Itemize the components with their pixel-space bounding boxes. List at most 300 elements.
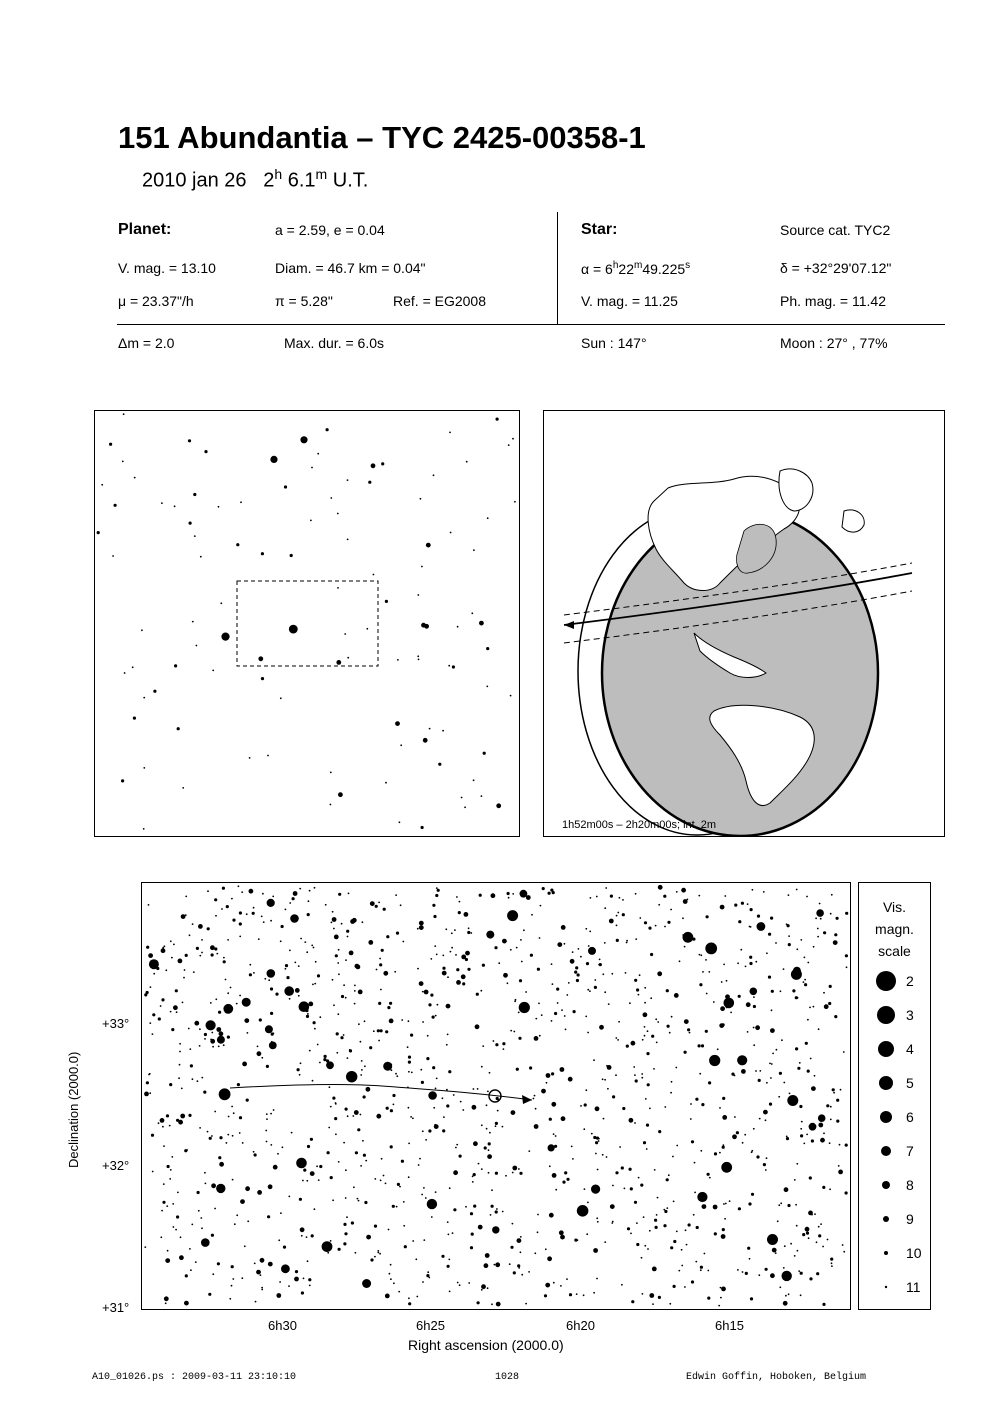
star-dot: [799, 1062, 801, 1064]
star-dot: [378, 1002, 381, 1005]
star-dot: [330, 1106, 332, 1108]
star-dot: [667, 921, 670, 924]
star-dot: [236, 1214, 238, 1216]
star-dot: [370, 901, 375, 906]
star-dot: [547, 1256, 552, 1261]
star-dot: [161, 998, 164, 1001]
star-dot: [698, 895, 700, 897]
star-dot: [345, 1169, 347, 1171]
star-dot: [842, 1244, 844, 1246]
star-dot: [768, 976, 771, 979]
star-dot: [551, 1072, 554, 1075]
star-dot: [616, 915, 618, 917]
star-dot: [184, 1149, 187, 1152]
star-dot: [179, 1051, 181, 1053]
star-dot: [262, 893, 264, 895]
star-dot: [244, 1245, 246, 1247]
planet-orbit: a = 2.59, e = 0.04: [275, 222, 385, 238]
star-dot: [485, 1253, 490, 1258]
star-dot: [399, 821, 401, 823]
star-dot: [355, 1252, 357, 1254]
star-dot: [260, 1258, 265, 1263]
star-dot: [646, 1124, 649, 1127]
star-dot: [480, 990, 482, 992]
star-dot: [630, 1187, 633, 1190]
ra-tick-6h30: 6h30: [268, 1318, 297, 1333]
star-dot: [633, 1066, 635, 1068]
star-dot: [492, 1226, 499, 1233]
star-dot: [487, 1154, 492, 1159]
star-dot: [433, 915, 436, 918]
star-dot: [330, 804, 332, 806]
star-dot: [452, 1232, 454, 1234]
star-dot: [152, 1033, 154, 1035]
star-dot: [411, 1072, 413, 1074]
star-dot: [644, 1035, 646, 1037]
star-dot: [763, 891, 765, 893]
star-dot: [423, 738, 428, 743]
star-dot: [149, 1092, 151, 1094]
star-dot: [834, 933, 837, 936]
star-dot: [408, 1297, 410, 1299]
star-dot: [593, 1136, 596, 1139]
star-dot: [169, 1083, 172, 1086]
star-dot: [597, 1169, 599, 1171]
star-dot: [450, 951, 452, 953]
star-dot: [805, 1227, 810, 1232]
dec-tick-31: +31°: [102, 1300, 130, 1315]
star-dot: [730, 1012, 732, 1014]
star-dot: [228, 1116, 230, 1118]
star-dot: [334, 935, 339, 940]
star-dot: [784, 1187, 789, 1192]
star-dot: [588, 947, 596, 955]
star-dot: [612, 1095, 615, 1098]
star-dot: [336, 1032, 339, 1035]
globe-caption: 1h52m00s – 2h20m00s; int. 2m: [562, 819, 717, 831]
star-dot: [378, 1040, 380, 1042]
star-dot: [572, 951, 574, 953]
star-dot: [663, 895, 666, 898]
star-dot: [377, 1250, 379, 1252]
star-dot: [708, 971, 710, 973]
star-dot: [215, 998, 217, 1000]
star-dot: [519, 1002, 530, 1013]
star-dot: [836, 917, 839, 920]
star-dot: [277, 1153, 279, 1155]
star-dot: [144, 1092, 149, 1097]
star-dot: [380, 1180, 382, 1182]
star-dot: [487, 1287, 489, 1289]
star-dot: [461, 955, 466, 960]
star-dot: [636, 1222, 638, 1224]
star-dot: [750, 908, 753, 911]
star-dot: [713, 1001, 715, 1003]
star-dot: [745, 1272, 748, 1275]
star-dot: [298, 995, 300, 997]
star-dot: [335, 1102, 337, 1104]
star-dot: [755, 961, 757, 963]
star-dot: [496, 803, 501, 808]
star-dot: [639, 974, 641, 976]
star-dot: [461, 974, 466, 979]
star-dot: [207, 890, 209, 892]
star-dot: [417, 968, 419, 970]
star-dot: [783, 1267, 785, 1269]
star-dot: [782, 1271, 792, 1281]
star-dot: [704, 1253, 706, 1255]
star-dot: [194, 1021, 199, 1026]
star-dot: [419, 925, 424, 930]
star-dot: [732, 1134, 737, 1139]
star-dot: [621, 1166, 624, 1169]
star-dot: [708, 1081, 711, 1084]
star-dot: [589, 931, 591, 933]
star-dot: [545, 1248, 547, 1250]
star-dot: [383, 971, 388, 976]
planet-ref: Ref. = EG2008: [393, 293, 487, 309]
star-dot: [503, 1048, 505, 1050]
star-dot: [170, 1169, 172, 1171]
scale-dot-mag-5: [879, 1076, 893, 1090]
star-dot: [309, 890, 311, 892]
star-dot: [723, 1203, 725, 1205]
ra-tick-6h25: 6h25: [416, 1318, 445, 1333]
star-dot: [555, 1189, 557, 1191]
star-dot: [787, 1204, 790, 1207]
star-dot: [422, 1021, 424, 1023]
star-dot: [170, 1011, 172, 1013]
star-dot: [491, 1189, 493, 1191]
footer-file: A10_01026.ps : 2009-03-11 23:10:10: [92, 1372, 297, 1383]
star-dot: [311, 945, 313, 947]
star-dot: [212, 670, 214, 672]
star-dot: [518, 1012, 520, 1014]
star-dot: [747, 1247, 750, 1250]
star-dot: [337, 962, 339, 964]
star-dot: [239, 911, 242, 914]
star-dot: [275, 993, 278, 996]
star-dot: [526, 895, 531, 900]
star-dot: [470, 1212, 473, 1215]
star-dot: [643, 1216, 645, 1218]
star-dot: [114, 504, 117, 507]
star-dot: [566, 1278, 568, 1280]
star-dot: [720, 905, 725, 910]
star-dot: [375, 905, 378, 908]
star-dot: [273, 1165, 278, 1170]
star-dot: [800, 1134, 803, 1137]
star-dot: [671, 1081, 673, 1083]
star-dot: [176, 1215, 179, 1218]
star-dot: [427, 1199, 437, 1209]
star-dot: [371, 463, 376, 468]
star-dot: [599, 1025, 604, 1030]
star-dot: [343, 1242, 346, 1245]
star-dot: [345, 1108, 348, 1111]
star-dot: [510, 1246, 513, 1249]
star-dot: [199, 955, 201, 957]
star-dot: [212, 1273, 214, 1275]
star-dot: [481, 1284, 486, 1289]
scale-title-1: Vis.: [882, 899, 907, 915]
star-dot: [626, 940, 628, 942]
star-dot: [442, 955, 444, 957]
star-dot: [476, 993, 479, 996]
star-dot: [219, 1162, 224, 1167]
star-dot: [332, 1097, 335, 1100]
star-dot: [771, 1063, 773, 1065]
star-dot: [765, 1268, 768, 1271]
star-dot: [643, 1141, 646, 1144]
star-dot: [477, 1088, 479, 1090]
star-dot: [583, 1128, 585, 1130]
star-dot: [419, 981, 424, 986]
star-dot: [190, 1064, 193, 1067]
scale-dot-mag-11: [885, 1286, 887, 1288]
star-dot: [265, 1130, 267, 1132]
dec-tick-32: +32°: [102, 1158, 130, 1173]
star-dot: [481, 1289, 483, 1291]
star-dot: [446, 1104, 449, 1107]
star-dot: [185, 954, 188, 957]
star-dot: [753, 1005, 756, 1008]
star-dot: [141, 629, 143, 631]
star-dot: [649, 1293, 654, 1298]
star-dot: [729, 1200, 731, 1202]
star-dot: [269, 1042, 277, 1050]
star-dot: [602, 1154, 604, 1156]
star-dot: [315, 961, 317, 963]
star-dot: [554, 1012, 557, 1015]
scale-label-mag-8: 8: [906, 1177, 914, 1193]
star-dot: [178, 1077, 180, 1079]
star-dot: [772, 1248, 777, 1253]
star-dot: [428, 1003, 431, 1006]
star-dot: [741, 902, 744, 905]
star-dot: [334, 1117, 337, 1120]
star-dot: [657, 971, 662, 976]
star-dot: [612, 1221, 614, 1223]
star-dot: [471, 612, 473, 614]
star-dot: [631, 1041, 636, 1046]
star-dot: [158, 1122, 160, 1124]
star-dot: [239, 922, 242, 925]
star-dot: [164, 1296, 169, 1301]
star-dot: [309, 1050, 311, 1052]
star-dot: [430, 994, 433, 997]
star-dot: [843, 1051, 845, 1053]
star-dot: [238, 885, 240, 887]
star-dot: [317, 453, 319, 455]
star-dot: [475, 1024, 480, 1029]
star-dot: [508, 444, 510, 446]
star-dot: [635, 1079, 638, 1082]
star-dot: [447, 976, 449, 978]
star-dot: [164, 945, 166, 947]
star-dot: [346, 1216, 348, 1218]
star-dot: [389, 1019, 394, 1024]
star-dot: [273, 1109, 275, 1111]
star-dot: [534, 1124, 539, 1129]
planet-heading: Planet:: [118, 221, 172, 238]
star-dot: [326, 428, 329, 431]
star-dot: [473, 1141, 478, 1146]
star-dot: [695, 1098, 698, 1101]
star-dot: [449, 432, 451, 434]
star-dot: [271, 1033, 274, 1036]
star-dot: [629, 1002, 631, 1004]
star-dot: [132, 666, 134, 668]
star-dot: [366, 1235, 371, 1240]
star-dot: [160, 1236, 162, 1238]
star-dot: [300, 938, 302, 940]
star-dot: [211, 1032, 213, 1034]
star-dot: [227, 1134, 229, 1136]
star-dot: [199, 1127, 201, 1129]
star-dot: [486, 931, 494, 939]
star-dot: [370, 1258, 373, 1261]
star-dot: [670, 1246, 673, 1249]
star-dot: [678, 1270, 680, 1272]
planet-diameter: Diam. = 46.7 km = 0.04": [275, 260, 426, 276]
star-dot: [226, 1142, 228, 1144]
star-dot: [529, 1066, 532, 1069]
star-dot: [518, 1168, 520, 1170]
star-dot: [307, 1260, 309, 1262]
star-dot: [780, 1202, 782, 1204]
star-dot: [327, 1252, 329, 1254]
star-dot: [338, 792, 343, 797]
star-dot: [295, 1270, 298, 1273]
star-dot: [149, 1022, 151, 1024]
star-dot: [391, 1069, 393, 1071]
star-dot: [486, 647, 489, 650]
star-dot: [261, 552, 264, 555]
star-dot: [419, 921, 424, 926]
star-dot: [421, 826, 424, 829]
star-dot: [265, 1025, 273, 1033]
finder-chart: [94, 410, 520, 837]
star-dot: [436, 954, 438, 956]
star-dot: [270, 1113, 272, 1115]
star-dot: [795, 996, 798, 999]
star-dot: [365, 1160, 367, 1162]
star-dot: [289, 998, 291, 1000]
star-dot: [541, 1089, 546, 1094]
star-dot: [676, 1145, 678, 1147]
star-dot: [606, 1156, 608, 1158]
star-dot: [296, 1158, 307, 1169]
star-dot: [385, 600, 388, 603]
star-dot: [738, 920, 741, 923]
planet-parallax: π = 5.28": [275, 293, 333, 309]
star-dot: [479, 894, 482, 897]
magnitude-scale: [858, 882, 931, 1310]
star-dot: [216, 1027, 221, 1032]
star-dot: [809, 1277, 812, 1280]
star-dot: [192, 1078, 194, 1080]
star-dot: [590, 897, 592, 899]
star-dot: [343, 1223, 346, 1226]
scale-label-mag-7: 7: [906, 1143, 914, 1159]
star-dot: [179, 1043, 181, 1045]
star-dot: [836, 1120, 839, 1123]
star-dot: [318, 1179, 320, 1181]
star-dot: [330, 497, 332, 499]
star-dot: [150, 986, 152, 988]
star-dot: [596, 1278, 598, 1280]
star-dot: [390, 1278, 392, 1280]
star-dot: [512, 438, 514, 440]
star-dot: [489, 1132, 491, 1134]
star-dot: [385, 1294, 390, 1299]
star-dot: [206, 1020, 216, 1030]
star-dot: [443, 1116, 445, 1118]
star-dot: [769, 1063, 771, 1065]
star-dot: [560, 1285, 562, 1287]
star-dot: [531, 914, 533, 916]
star-dot: [313, 1021, 316, 1024]
star-dot: [188, 1114, 191, 1117]
star-dot: [472, 1176, 474, 1178]
star-dot: [648, 927, 651, 930]
star-dot: [566, 994, 568, 996]
star-dot: [593, 1292, 595, 1294]
star-dot: [232, 1135, 234, 1137]
star-dot: [636, 988, 639, 991]
star-dot: [246, 913, 248, 915]
star-dot: [236, 543, 239, 546]
star-dot: [749, 956, 752, 959]
star-dot: [423, 1239, 425, 1241]
star-dot: [619, 1146, 621, 1148]
star-dot: [577, 1205, 589, 1217]
star-dot: [446, 1004, 451, 1009]
star-dot: [488, 1142, 491, 1145]
star-dot: [171, 1028, 174, 1031]
star-dot: [725, 1203, 727, 1205]
star-dot: [163, 1145, 165, 1147]
star-dot: [253, 1151, 255, 1153]
star-dot: [569, 1293, 572, 1296]
star-dot: [360, 1114, 362, 1116]
star-dot: [706, 993, 708, 995]
star-dot: [838, 1165, 840, 1167]
star-dot: [212, 1046, 214, 1048]
star-dot: [416, 1296, 418, 1298]
star-dot: [604, 1079, 606, 1081]
star-dot: [347, 936, 349, 938]
dec-axis-label: Declination (2000.0): [66, 1051, 81, 1168]
star-dot: [818, 1028, 820, 1030]
star-dot: [493, 1040, 495, 1042]
star-dot: [442, 730, 444, 732]
star-dot: [684, 1051, 687, 1054]
star-dot: [266, 1065, 269, 1068]
star-dot: [352, 1115, 354, 1117]
star-dot: [779, 1072, 782, 1075]
star-dot: [457, 1282, 459, 1284]
star-dot: [418, 659, 420, 661]
star-dot: [197, 1080, 199, 1082]
star-dot: [270, 1012, 273, 1015]
star-dot: [609, 919, 614, 924]
star-dot: [781, 1039, 783, 1041]
star-dot: [267, 969, 276, 978]
star-dot: [173, 1005, 178, 1010]
header-rule: [117, 324, 945, 325]
